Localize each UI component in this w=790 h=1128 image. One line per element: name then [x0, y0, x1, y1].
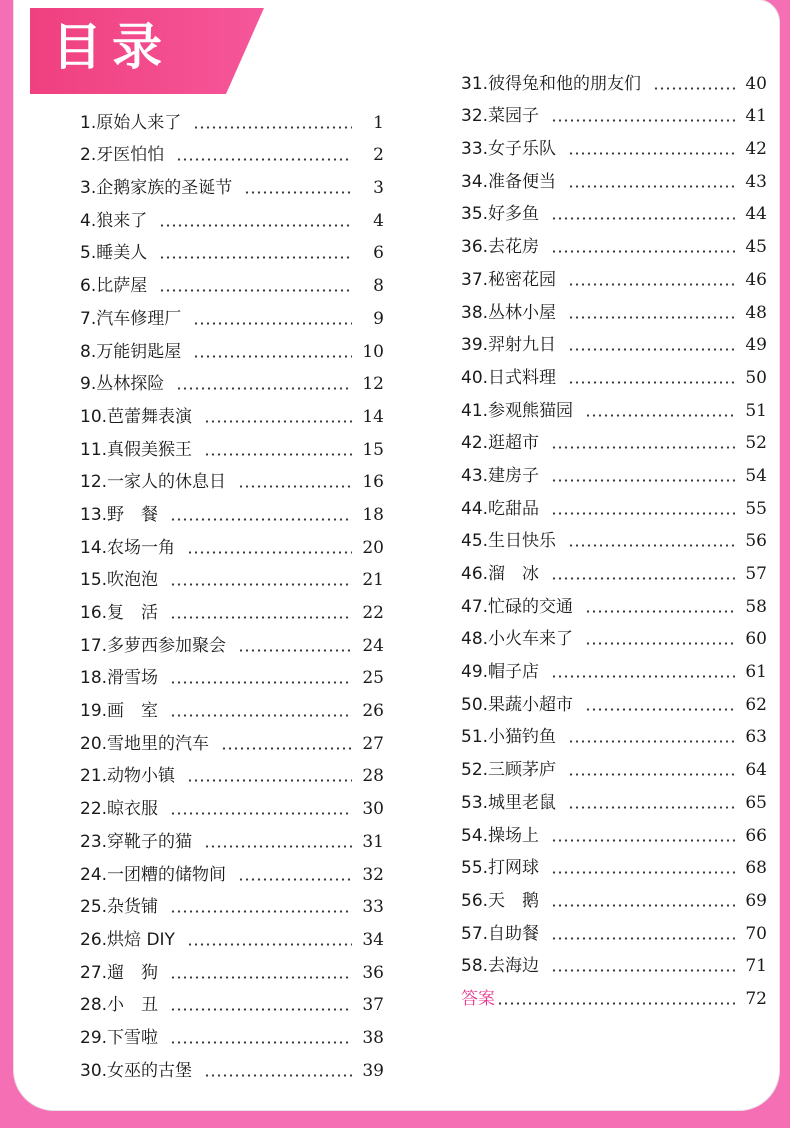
dot-leader	[204, 1074, 352, 1077]
dot-leader	[204, 453, 352, 456]
toc-item-title: 29.下雪啦	[80, 1027, 159, 1048]
toc-item-page-number: 52	[745, 433, 767, 454]
dot-leader	[170, 910, 352, 913]
dot-leader	[193, 322, 352, 325]
toc-item[interactable]	[80, 394, 384, 427]
toc-item-title: 5.睡美人	[80, 243, 148, 264]
toc-item-title: 49.帽子店	[461, 662, 540, 683]
toc-item-title: 10.芭蕾舞表演	[80, 406, 193, 427]
toc-item[interactable]	[461, 61, 767, 94]
dot-leader	[193, 355, 352, 358]
dot-leader	[585, 642, 735, 645]
toc-item-page-number: 15	[362, 439, 384, 460]
toc-item[interactable]	[80, 100, 384, 133]
toc-item-title: 3.企鹅家族的圣诞节	[80, 178, 233, 199]
toc-item[interactable]	[80, 329, 384, 362]
toc-item-title: 56.天 鹅	[461, 890, 540, 911]
toc-item[interactable]	[80, 786, 384, 819]
toc-item-page-number: 12	[362, 374, 384, 395]
toc-item-title: 32.菜园子	[461, 106, 540, 127]
toc-item[interactable]	[80, 165, 384, 198]
dot-leader	[653, 87, 735, 90]
dot-leader	[204, 420, 352, 423]
toc-item-page-number: 21	[362, 570, 384, 591]
toc-item-page-number: 72	[745, 988, 767, 1009]
dot-leader	[568, 185, 735, 188]
toc-item-page-number: 6	[373, 243, 384, 264]
dot-leader	[170, 583, 352, 586]
toc-item-title: 27.遛 狗	[80, 962, 159, 983]
toc-item-page-number: 45	[745, 237, 767, 258]
toc-item-page-number: 48	[745, 302, 767, 323]
toc-item-page-number: 1	[373, 112, 384, 133]
dot-leader	[187, 943, 352, 946]
toc-item-page-number: 63	[745, 727, 767, 748]
toc-item-page-number: 57	[745, 564, 767, 584]
dot-leader	[585, 414, 735, 417]
toc-item-page-number: 25	[362, 668, 384, 689]
toc-item[interactable]	[80, 721, 384, 754]
toc-item-title: 51.小猫钓鱼	[461, 727, 557, 748]
toc-item[interactable]	[80, 590, 384, 623]
toc-item-title: 43.建房子	[461, 465, 540, 486]
toc-item[interactable]	[80, 917, 384, 950]
toc-left-column	[80, 100, 384, 1081]
toc-item-page-number: 24	[362, 635, 384, 656]
toc-item[interactable]	[80, 623, 384, 656]
toc-right-column	[461, 61, 767, 1009]
toc-item-title: 20.雪地里的汽车	[80, 733, 210, 754]
toc-item-title: 34.准备便当	[461, 171, 557, 192]
toc-item-page-number: 31	[362, 831, 384, 852]
toc-item[interactable]	[461, 911, 767, 944]
toc-item-page-number: 27	[362, 733, 384, 754]
toc-item-title: 答案	[461, 988, 495, 1009]
dot-leader	[551, 937, 735, 940]
toc-item-title: 11.真假美猴王	[80, 439, 193, 460]
toc-item-title: 1.原始人来了	[80, 112, 182, 133]
toc-item-page-number: 71	[745, 956, 767, 977]
toc-item-title: 13.野 餐	[80, 504, 159, 525]
dot-leader	[568, 283, 735, 286]
toc-item-title: 2.牙医怕怕	[80, 145, 165, 166]
toc-item-title: 23.穿靴子的猫	[80, 831, 193, 852]
toc-item[interactable]	[80, 1048, 384, 1081]
toc-item[interactable]	[80, 656, 384, 689]
dot-leader	[204, 845, 352, 848]
toc-item-title: 25.杂货铺	[80, 897, 159, 918]
toc-item-title: 28.小 丑	[80, 995, 159, 1016]
toc-item-page-number: 54	[745, 465, 767, 486]
toc-item-page-number: 2	[373, 145, 384, 166]
toc-item[interactable]	[461, 519, 767, 552]
toc-item-title: 9.丛林探险	[80, 374, 165, 395]
toc-item-page-number: 30	[362, 799, 384, 820]
dot-leader	[176, 387, 352, 390]
toc-item-page-number: 38	[362, 1027, 384, 1048]
toc-item-title: 12.一家人的休息日	[80, 472, 227, 493]
toc-item-page-number: 58	[745, 596, 767, 617]
toc-item[interactable]	[461, 94, 767, 127]
dot-leader	[497, 1002, 735, 1005]
toc-item[interactable]	[461, 747, 767, 780]
toc-item-page-number: 8	[373, 276, 384, 297]
dot-leader	[170, 518, 352, 521]
toc-item-title: 57.自助餐	[461, 923, 540, 944]
toc-item-page-number: 46	[745, 269, 767, 290]
toc-item[interactable]	[80, 460, 384, 493]
toc-item[interactable]	[461, 224, 767, 257]
toc-item-title: 58.去海边	[461, 956, 540, 977]
dot-leader	[551, 871, 735, 874]
dot-leader	[551, 217, 735, 220]
toc-item-page-number: 37	[362, 995, 384, 1016]
dot-leader	[551, 904, 735, 907]
dot-leader	[551, 479, 735, 482]
toc-item-title: 50.果蔬小超市	[461, 694, 574, 715]
toc-item[interactable]	[461, 551, 767, 584]
dot-leader	[568, 348, 735, 351]
toc-item-page-number: 43	[745, 171, 767, 192]
toc-item-page-number: 36	[362, 962, 384, 983]
toc-item-title: 40.日式料理	[461, 367, 557, 388]
toc-item-page-number: 39	[362, 1060, 384, 1081]
toc-item[interactable]	[80, 852, 384, 885]
dot-leader	[585, 708, 735, 711]
toc-item[interactable]	[461, 421, 767, 454]
toc-item-page-number: 33	[362, 897, 384, 918]
toc-item-title: 39.羿射九日	[461, 335, 557, 356]
toc-item-title: 31.彼得兔和他的朋友们	[461, 73, 642, 94]
dot-leader	[187, 779, 352, 782]
toc-item-page-number: 68	[745, 858, 767, 879]
toc-item-page-number: 28	[362, 766, 384, 787]
dot-leader	[551, 675, 735, 678]
toc-item[interactable]	[80, 492, 384, 525]
toc-item-title: 44.吃甜品	[461, 498, 540, 519]
dot-leader	[170, 714, 352, 717]
toc-item[interactable]	[80, 885, 384, 918]
toc-item-answers[interactable]	[461, 976, 767, 1009]
toc-item-title: 8.万能钥匙屋	[80, 341, 182, 362]
dot-leader	[551, 250, 735, 253]
toc-item[interactable]	[461, 388, 767, 421]
toc-item[interactable]	[80, 950, 384, 983]
toc-item-page-number: 41	[745, 106, 767, 127]
toc-item-title: 55.打网球	[461, 858, 540, 879]
dot-leader	[170, 1041, 352, 1044]
dot-leader	[238, 485, 352, 488]
toc-item[interactable]	[80, 688, 384, 721]
toc-item-title: 19.画 室	[80, 701, 159, 722]
toc-item[interactable]	[80, 133, 384, 166]
toc-item-page-number: 44	[745, 204, 767, 225]
toc-item-page-number: 14	[362, 406, 384, 427]
toc-item[interactable]	[461, 290, 767, 323]
toc-item-title: 54.操场上	[461, 825, 540, 846]
toc-item[interactable]	[461, 257, 767, 290]
toc-item-page-number: 18	[362, 504, 384, 525]
toc-item-title: 14.农场一角	[80, 537, 176, 558]
toc-item[interactable]	[80, 983, 384, 1016]
dot-leader	[551, 969, 735, 972]
toc-item-page-number: 62	[745, 694, 767, 715]
dot-leader	[551, 512, 735, 515]
toc-item-title: 37.秘密花园	[461, 269, 557, 290]
toc-item-title: 33.女子乐队	[461, 139, 557, 160]
toc-item-title: 24.一团糟的储物间	[80, 864, 227, 885]
toc-item-page-number: 69	[745, 890, 767, 911]
dot-leader	[221, 747, 352, 750]
toc-item[interactable]	[461, 649, 767, 682]
toc-item[interactable]	[461, 682, 767, 715]
toc-item-title: 26.烘焙 DIY	[80, 929, 175, 950]
dot-leader	[551, 446, 735, 449]
toc-item-page-number: 22	[362, 603, 384, 623]
toc-item[interactable]	[461, 323, 767, 356]
toc-item-page-number: 20	[362, 537, 384, 558]
toc-item-page-number: 4	[373, 210, 384, 231]
dot-leader	[551, 577, 735, 580]
toc-item-page-number: 66	[745, 825, 767, 846]
toc-item-page-number: 61	[745, 662, 767, 683]
toc-item[interactable]	[80, 754, 384, 787]
toc-item[interactable]	[461, 192, 767, 225]
dot-leader	[568, 316, 735, 319]
toc-item[interactable]	[461, 878, 767, 911]
dot-leader	[170, 616, 352, 619]
toc-item-title: 47.忙碌的交通	[461, 596, 574, 617]
toc-item[interactable]	[461, 453, 767, 486]
toc-item-title: 22.晾衣服	[80, 799, 159, 820]
toc-item[interactable]	[461, 159, 767, 192]
toc-item-page-number: 51	[745, 400, 767, 421]
toc-item-page-number: 3	[373, 178, 384, 199]
toc-item-title: 36.去花房	[461, 237, 540, 258]
dot-leader	[568, 806, 735, 809]
toc-item[interactable]	[461, 780, 767, 813]
dot-leader	[159, 289, 352, 292]
dot-leader	[238, 649, 352, 652]
toc-item-page-number: 40	[745, 73, 767, 94]
dot-leader	[244, 191, 352, 194]
dot-leader	[568, 544, 735, 547]
dot-leader	[170, 681, 352, 684]
toc-item-page-number: 70	[745, 923, 767, 944]
toc-item[interactable]	[461, 584, 767, 617]
toc-item-page-number: 56	[745, 531, 767, 552]
toc-item[interactable]	[461, 126, 767, 159]
toc-item-title: 45.生日快乐	[461, 531, 557, 552]
dot-leader	[585, 610, 735, 613]
dot-leader	[568, 773, 735, 776]
toc-item-title: 7.汽车修理厂	[80, 308, 182, 329]
toc-item-page-number: 49	[745, 335, 767, 356]
toc-item-title: 21.动物小镇	[80, 766, 176, 787]
toc-item-title: 15.吹泡泡	[80, 570, 159, 591]
toc-item-page-number: 26	[362, 701, 384, 722]
toc-item-page-number: 60	[745, 629, 767, 650]
dot-leader	[568, 381, 735, 384]
toc-item-title: 41.参观熊猫园	[461, 400, 574, 421]
toc-item[interactable]	[80, 1015, 384, 1048]
toc-item-title: 35.好多鱼	[461, 204, 540, 225]
toc-item-page-number: 55	[745, 498, 767, 519]
toc-item-page-number: 34	[362, 929, 384, 950]
toc-item[interactable]	[80, 362, 384, 395]
toc-item-page-number: 42	[745, 139, 767, 160]
toc-item[interactable]	[461, 715, 767, 748]
dot-leader	[551, 119, 735, 122]
toc-item-title: 38.丛林小屋	[461, 302, 557, 323]
dot-leader	[159, 256, 352, 259]
dot-leader	[170, 812, 352, 815]
toc-item[interactable]	[461, 486, 767, 519]
toc-item-page-number: 32	[362, 864, 384, 885]
toc-item[interactable]	[80, 296, 384, 329]
toc-item[interactable]	[80, 525, 384, 558]
toc-item[interactable]	[461, 617, 767, 650]
toc-item[interactable]	[80, 263, 384, 296]
toc-item-title: 4.狼来了	[80, 210, 148, 231]
toc-item-title: 52.三顾茅庐	[461, 760, 557, 781]
toc-item-title: 42.逛超市	[461, 433, 540, 454]
toc-item-title: 46.溜 冰	[461, 564, 540, 584]
dot-leader	[187, 551, 352, 554]
toc-item[interactable]	[80, 231, 384, 264]
toc-item[interactable]	[461, 944, 767, 977]
page-title: 目录	[52, 18, 172, 76]
toc-item-title: 6.比萨屋	[80, 276, 148, 297]
toc-page	[14, 0, 779, 1110]
toc-item-page-number: 9	[373, 308, 384, 329]
toc-item-page-number: 16	[362, 472, 384, 493]
dot-leader	[551, 839, 735, 842]
dot-leader	[568, 152, 735, 155]
dot-leader	[176, 158, 352, 161]
toc-item[interactable]	[80, 198, 384, 231]
toc-item-title: 53.城里老鼠	[461, 792, 557, 813]
toc-item-title: 18.滑雪场	[80, 668, 159, 689]
toc-item[interactable]	[461, 846, 767, 879]
toc-item[interactable]	[461, 813, 767, 846]
dot-leader	[193, 126, 352, 129]
dot-leader	[568, 740, 735, 743]
toc-item-title: 17.多萝西参加聚会	[80, 635, 227, 656]
toc-item-page-number: 50	[745, 367, 767, 388]
toc-item-page-number: 64	[745, 760, 767, 781]
toc-item-title: 16.复 活	[80, 603, 159, 623]
dot-leader	[170, 1008, 352, 1011]
toc-item[interactable]	[80, 427, 384, 460]
toc-item[interactable]	[80, 819, 384, 852]
toc-item-title: 30.女巫的古堡	[80, 1060, 193, 1081]
toc-item[interactable]	[461, 355, 767, 388]
toc-item[interactable]	[80, 558, 384, 591]
dot-leader	[238, 878, 352, 881]
toc-item-page-number: 10	[362, 341, 384, 362]
dot-leader	[170, 976, 352, 979]
toc-item-title: 48.小火车来了	[461, 629, 574, 650]
dot-leader	[159, 224, 352, 227]
toc-item-page-number: 65	[745, 792, 767, 813]
